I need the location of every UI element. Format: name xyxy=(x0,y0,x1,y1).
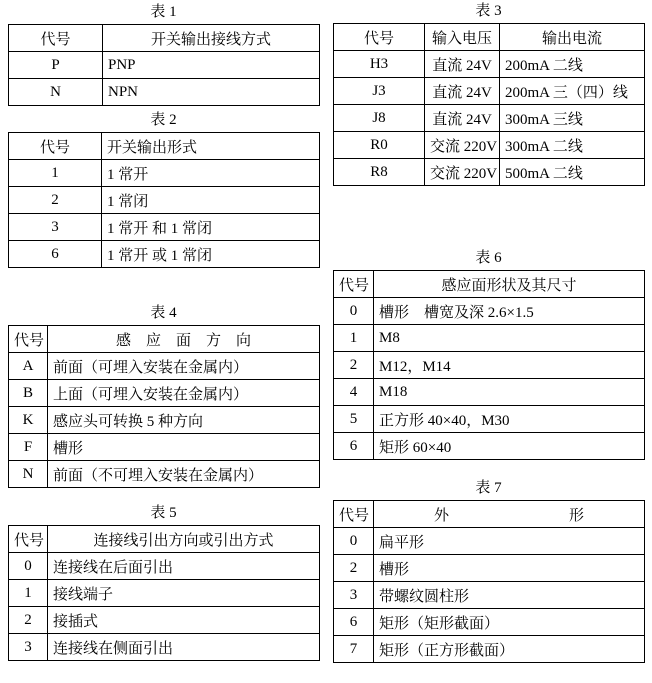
table-row xyxy=(9,461,320,488)
table-row xyxy=(9,553,320,580)
table-row xyxy=(334,298,645,325)
table-row xyxy=(334,132,645,159)
table-6-block xyxy=(333,249,644,460)
table-row xyxy=(9,160,320,187)
value-cell: 交流 220V xyxy=(425,159,500,186)
table-row xyxy=(9,214,320,241)
value-cell: NPN xyxy=(103,79,320,106)
table-6-title: 表 6 xyxy=(475,250,502,266)
table-1-title: 表 1 xyxy=(150,4,177,20)
code-cell: 1 xyxy=(9,580,48,607)
header-cell: 连接线引出方向或引出方式 xyxy=(48,526,320,553)
code-cell: 5 xyxy=(334,406,374,433)
value-cell: 接插式 xyxy=(48,607,320,634)
code-cell: 2 xyxy=(9,607,48,634)
code-cell: 3 xyxy=(334,582,374,609)
table-4-block xyxy=(8,304,319,488)
code-cell: 0 xyxy=(334,298,374,325)
code-cell: N xyxy=(9,79,103,106)
value-cell: 带螺纹圆柱形 xyxy=(374,582,645,609)
code-cell: N xyxy=(9,461,48,488)
table-row xyxy=(334,433,645,460)
table-row xyxy=(9,187,320,214)
code-cell: 4 xyxy=(334,379,374,406)
table-row xyxy=(9,607,320,634)
value-cell: 槽形 xyxy=(374,555,645,582)
header-row xyxy=(334,271,645,298)
header-cell: 代号 xyxy=(9,526,48,553)
table-row xyxy=(334,325,645,352)
code-cell: 2 xyxy=(334,555,374,582)
header-cell: 输入电压 xyxy=(425,24,500,51)
header-cell: 外 形 xyxy=(374,501,645,528)
code-cell: 6 xyxy=(9,241,102,268)
table-row xyxy=(334,105,645,132)
code-cell: H3 xyxy=(334,51,425,78)
table-row xyxy=(9,580,320,607)
table-4-title: 表 4 xyxy=(150,305,177,321)
value-cell: 200mA 二线 xyxy=(500,51,645,78)
value-cell: 上面（可埋入安装在金属内） xyxy=(48,380,320,407)
value-cell: 直流 24V xyxy=(425,51,500,78)
code-cell: F xyxy=(9,434,48,461)
table-row xyxy=(9,634,320,661)
value-cell: M18 xyxy=(374,379,645,406)
table-row xyxy=(9,353,320,380)
code-cell: P xyxy=(9,52,103,79)
value-cell: 1 常开 和 1 常闭 xyxy=(102,214,320,241)
header-cell: 代号 xyxy=(9,133,102,160)
table-5 xyxy=(8,525,320,661)
table-row xyxy=(9,52,320,79)
value-cell: 直流 24V xyxy=(425,78,500,105)
table-5-block xyxy=(8,504,319,661)
table-row xyxy=(9,407,320,434)
header-cell: 代号 xyxy=(9,326,48,353)
table-row xyxy=(334,159,645,186)
table-3-block xyxy=(333,2,644,186)
table-3-title: 表 3 xyxy=(475,3,502,19)
header-row xyxy=(9,133,320,160)
code-cell: 2 xyxy=(9,187,102,214)
table-row xyxy=(9,434,320,461)
code-cell: R0 xyxy=(334,132,425,159)
table-7-block xyxy=(333,479,644,663)
code-cell: 3 xyxy=(9,634,48,661)
header-cell: 代号 xyxy=(9,25,103,52)
table-row xyxy=(9,79,320,106)
table-4 xyxy=(8,325,320,488)
code-cell: B xyxy=(9,380,48,407)
table-2-title: 表 2 xyxy=(150,112,177,128)
table-7-title: 表 7 xyxy=(475,480,502,496)
code-cell: 0 xyxy=(334,528,374,555)
table-row xyxy=(334,379,645,406)
table-row xyxy=(334,78,645,105)
table-row xyxy=(9,241,320,268)
value-cell: 1 常开 xyxy=(102,160,320,187)
code-cell: 1 xyxy=(9,160,102,187)
code-cell: J3 xyxy=(334,78,425,105)
table-row xyxy=(334,555,645,582)
table-7 xyxy=(333,500,645,663)
table-row xyxy=(9,380,320,407)
value-cell: 交流 220V xyxy=(425,132,500,159)
table-1-block xyxy=(8,3,319,106)
header-cell: 代号 xyxy=(334,271,374,298)
table-row xyxy=(334,406,645,433)
header-row xyxy=(334,501,645,528)
table-row xyxy=(334,51,645,78)
table-row xyxy=(334,528,645,555)
table-2-block xyxy=(8,111,319,268)
code-cell: 2 xyxy=(334,352,374,379)
value-cell: 200mA 三（四）线 xyxy=(500,78,645,105)
value-cell: 扁平形 xyxy=(374,528,645,555)
table-row xyxy=(334,636,645,663)
value-cell: 矩形（矩形截面） xyxy=(374,609,645,636)
table-row xyxy=(334,582,645,609)
code-cell: 6 xyxy=(334,433,374,460)
value-cell: M12，M14 xyxy=(374,352,645,379)
code-cell: 1 xyxy=(334,325,374,352)
code-cell: 3 xyxy=(9,214,102,241)
value-cell: PNP xyxy=(103,52,320,79)
value-cell: 感应头可转换 5 种方向 xyxy=(48,407,320,434)
value-cell: 直流 24V xyxy=(425,105,500,132)
value-cell: 正方形 40×40，M30 xyxy=(374,406,645,433)
code-cell: A xyxy=(9,353,48,380)
header-cell: 代号 xyxy=(334,24,425,51)
header-cell: 开关输出接线方式 xyxy=(103,25,320,52)
table-3 xyxy=(333,23,645,186)
header-row xyxy=(9,326,320,353)
table-5-title: 表 5 xyxy=(150,505,177,521)
value-cell: 500mA 二线 xyxy=(500,159,645,186)
value-cell: 矩形 60×40 xyxy=(374,433,645,460)
value-cell: 槽形 槽宽及深 2.6×1.5 xyxy=(374,298,645,325)
value-cell: 1 常闭 xyxy=(102,187,320,214)
table-row xyxy=(334,609,645,636)
code-cell: K xyxy=(9,407,48,434)
header-cell: 感 应 面 方 向 xyxy=(48,326,320,353)
value-cell: 槽形 xyxy=(48,434,320,461)
header-row xyxy=(9,25,320,52)
header-cell: 代号 xyxy=(334,501,374,528)
table-1 xyxy=(8,24,320,106)
value-cell: 300mA 三线 xyxy=(500,105,645,132)
code-cell: R8 xyxy=(334,159,425,186)
code-cell: 0 xyxy=(9,553,48,580)
header-row xyxy=(334,24,645,51)
value-cell: 连接线在后面引出 xyxy=(48,553,320,580)
code-cell: J8 xyxy=(334,105,425,132)
table-6 xyxy=(333,270,645,460)
header-cell: 感应面形状及其尺寸 xyxy=(374,271,645,298)
header-cell: 开关输出形式 xyxy=(102,133,320,160)
header-row xyxy=(9,526,320,553)
value-cell: 连接线在侧面引出 xyxy=(48,634,320,661)
value-cell: M8 xyxy=(374,325,645,352)
value-cell: 300mA 二线 xyxy=(500,132,645,159)
code-cell: 6 xyxy=(334,609,374,636)
value-cell: 前面（不可埋入安装在金属内） xyxy=(48,461,320,488)
value-cell: 矩形（正方形截面） xyxy=(374,636,645,663)
value-cell: 前面（可埋入安装在金属内） xyxy=(48,353,320,380)
table-row xyxy=(334,352,645,379)
value-cell: 1 常开 或 1 常闭 xyxy=(102,241,320,268)
header-cell: 输出电流 xyxy=(500,24,645,51)
code-cell: 7 xyxy=(334,636,374,663)
table-2 xyxy=(8,132,320,268)
value-cell: 接线端子 xyxy=(48,580,320,607)
